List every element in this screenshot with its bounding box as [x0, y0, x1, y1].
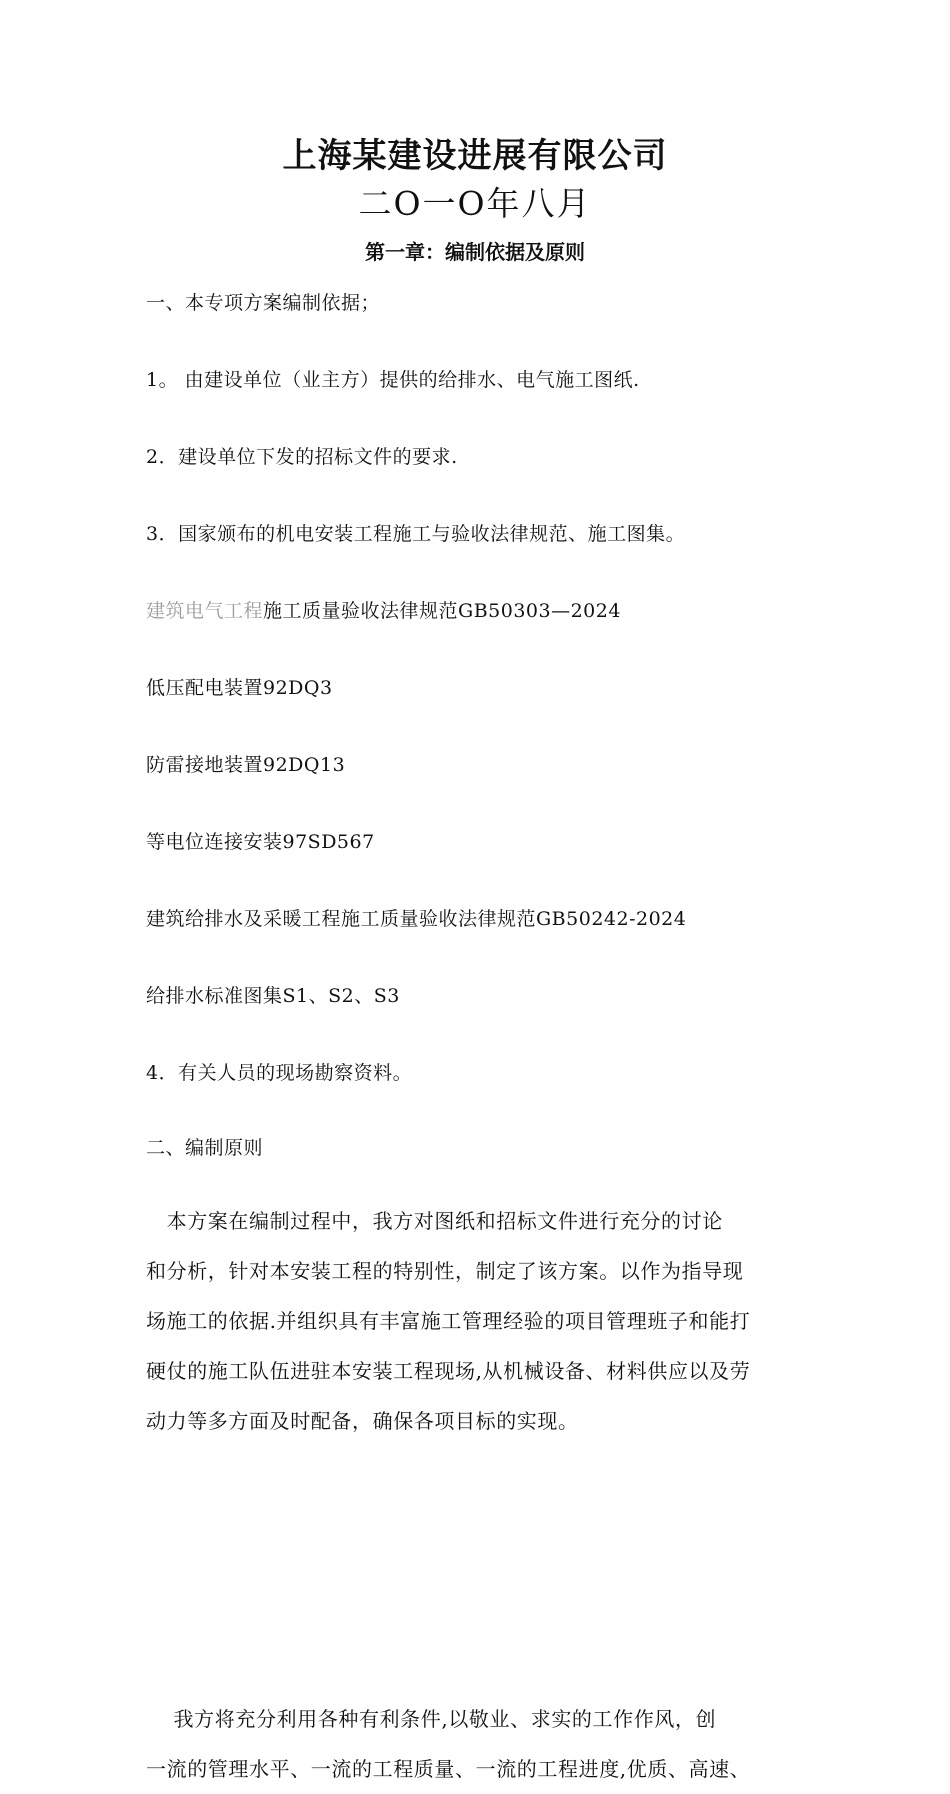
- paragraph-line: 场施工的依据.并组织具有丰富施工管理经验的项目管理班子和能打: [146, 1309, 751, 1333]
- basis-item-3: 3．国家颁布的机电安装工程施工与验收法律规范、施工图集。: [146, 523, 686, 545]
- basis-item-2: 2．建设单位下发的招标文件的要求.: [146, 446, 458, 468]
- standard-item-2: 低压配电装置92DQ3: [146, 677, 333, 699]
- paragraph-line: 本方案在编制过程中，我方对图纸和招标文件进行充分的讨论: [146, 1209, 723, 1233]
- chapter-title: 第一章：编制依据及原则: [365, 240, 585, 264]
- paragraph-line: 一流的管理水平、一流的工程质量、一流的工程进度,优质、高速、: [146, 1757, 751, 1781]
- paragraph-line: 和分析，针对本安装工程的特别性，制定了该方案。以作为指导现: [146, 1259, 744, 1283]
- paragraph-line: 我方将充分利用各种有利条件,以敬业、求实的工作作风，创: [146, 1707, 717, 1731]
- principle-paragraph-2: [146, 1694, 806, 1794]
- standard-item-6: 给排水标准图集S1、S2、S3: [146, 985, 400, 1007]
- standard-item-5: 建筑给排水及采暖工程施工质量验收法律规范GB50242-2024: [146, 908, 687, 930]
- basis-item-1: 1。 由建设单位（业主方）提供的给排水、电气施工图纸.: [146, 369, 640, 391]
- document-date: 二O一O年八月: [358, 184, 592, 223]
- paragraph-line: 动力等多方面及时配备，确保各项目标的实现。: [146, 1409, 579, 1433]
- standard-item-4: 等电位连接安装97SD567: [146, 831, 375, 853]
- standard-item-3: 防雷接地装置92DQ13: [146, 754, 346, 776]
- standard-item-1-suffix: 施工质量验收法律规范GB50303—2024: [263, 600, 621, 622]
- standard-item-1: [146, 596, 950, 623]
- paragraph-line: 硬仗的施工队伍进驻本安装工程现场,从机械设备、材料供应以及劳: [146, 1359, 751, 1383]
- standard-item-1-prefix: 建筑电气工程: [146, 600, 264, 622]
- principle-paragraph-1: [146, 1196, 806, 1446]
- section2-heading: 二、编制原则: [146, 1137, 264, 1159]
- company-name: 上海某建设进展有限公司: [282, 136, 668, 176]
- section1-heading: 一、本专项方案编制依据；: [146, 292, 381, 314]
- basis-item-4: 4．有关人员的现场勘察资料。: [146, 1062, 413, 1084]
